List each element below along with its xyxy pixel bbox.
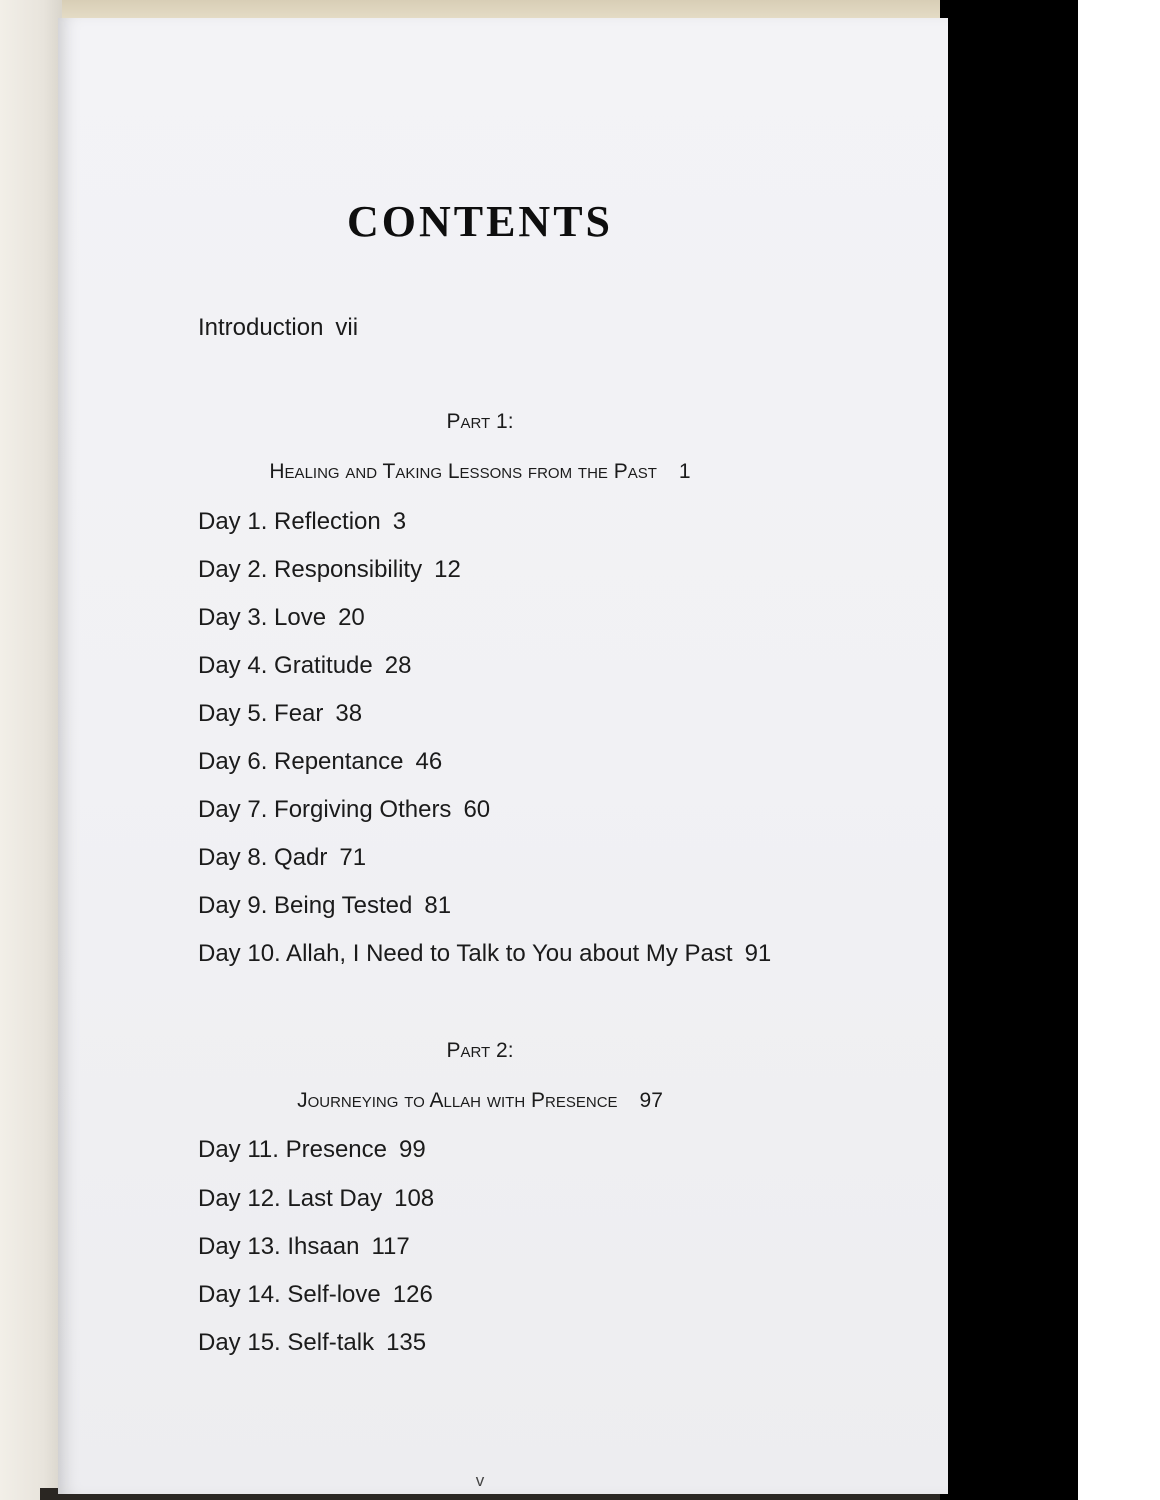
- toc-entry-introduction: [198, 314, 358, 342]
- entry-label: Introduction: [198, 314, 324, 341]
- contents-page: [58, 18, 948, 1494]
- entry-label: Day 5. Fear: [198, 700, 324, 727]
- part-subtitle-text: Healing and Taking Lessons from the Past: [269, 460, 657, 483]
- entry-page: 60: [463, 796, 491, 823]
- page-number: v: [475, 1471, 485, 1490]
- toc-entry: [198, 604, 365, 632]
- entry-label: Day 9. Being Tested: [198, 892, 413, 919]
- entry-page: 20: [338, 604, 365, 631]
- entry-label: Day 2. Responsibility: [198, 556, 423, 583]
- entry-label: Day 14. Self-love: [198, 1281, 381, 1308]
- entry-label: Day 11. Presence: [198, 1136, 387, 1163]
- entry-label: Day 7. Forgiving Others: [198, 796, 452, 823]
- entry-label: Day 6. Repentance: [198, 748, 404, 775]
- entry-page: 38: [335, 700, 363, 727]
- entry-label: Day 13. Ihsaan: [198, 1233, 360, 1260]
- toc-entry: [198, 1136, 426, 1164]
- entry-label: Day 15. Self-talk: [198, 1329, 375, 1356]
- entry-label: Day 3. Love: [198, 604, 327, 631]
- entry-page: 91: [744, 940, 772, 967]
- toc-entry: [198, 1281, 433, 1309]
- part-1-label: Part 1:: [446, 410, 514, 433]
- part-subtitle-text: Journeying to Allah with Presence: [297, 1089, 618, 1112]
- white-margin: [1078, 0, 1160, 1500]
- entry-page: vii: [335, 314, 359, 341]
- part-2-label: Part 2:: [446, 1039, 514, 1062]
- entry-page: 46: [415, 748, 443, 775]
- dark-background: [940, 0, 1078, 1500]
- toc-entry: [198, 700, 362, 728]
- entry-label: Day 4. Gratitude: [198, 652, 373, 679]
- toc-entry: [198, 1329, 426, 1357]
- entry-page: 99: [399, 1136, 426, 1163]
- toc-entry: [198, 796, 490, 824]
- entry-page: 81: [424, 892, 452, 919]
- entry-page: 71: [339, 844, 367, 871]
- part-1-subtitle: [0, 460, 960, 484]
- entry-page: 108: [394, 1185, 435, 1212]
- toc-entry: [198, 1233, 410, 1261]
- entry-page: 117: [371, 1233, 410, 1260]
- entry-label: Day 10. Allah, I Need to Talk to You about My Past: [198, 940, 733, 967]
- toc-entry: [198, 748, 442, 776]
- toc-entry: [198, 940, 771, 968]
- part-subtitle-page: 97: [639, 1089, 663, 1112]
- toc-entry: [198, 1185, 434, 1213]
- entry-label: Day 12. Last Day: [198, 1185, 383, 1212]
- entry-label: Day 8. Qadr: [198, 844, 328, 871]
- toc-entry: [198, 652, 411, 680]
- part-2-subtitle: [0, 1089, 960, 1113]
- toc-entry: [198, 508, 406, 536]
- entry-page: 3: [392, 508, 407, 535]
- toc-entry: [198, 556, 461, 584]
- entry-page: 12: [434, 556, 461, 583]
- entry-label: Day 1. Reflection: [198, 508, 381, 535]
- entry-page: 126: [392, 1281, 433, 1308]
- toc-entry: [198, 844, 366, 872]
- part-subtitle-page: 1: [678, 460, 691, 483]
- toc-entry: [198, 892, 451, 920]
- page-title: CONTENTS: [346, 197, 614, 246]
- entry-page: 135: [386, 1329, 427, 1356]
- entry-page: 28: [384, 652, 412, 679]
